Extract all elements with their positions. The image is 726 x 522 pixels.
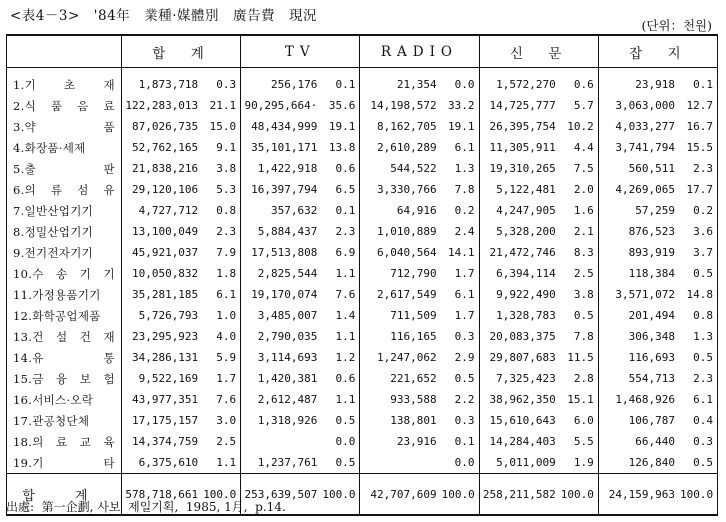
- newspaper-percent: 7.8: [558, 326, 598, 347]
- total-percent: 0.3: [200, 68, 240, 96]
- table-row: [7, 347, 718, 368]
- radio-value: 42,707,609: [360, 474, 439, 516]
- total-value: 1,873,718: [138, 78, 199, 91]
- table-row: [7, 116, 718, 137]
- row-name: 17.관공청단체: [7, 410, 122, 431]
- radio-value: 2,617,549: [376, 288, 437, 301]
- magazine-value: 893,919: [628, 246, 675, 259]
- radio-percent: 0.2: [439, 200, 479, 221]
- tv-value: 48,434,999: [251, 120, 318, 133]
- total-percent: 3.0: [200, 410, 240, 431]
- magazine-value: 66,440: [635, 435, 675, 448]
- total-value: 34,286,131: [131, 351, 199, 364]
- radio-value: 116,165: [390, 330, 437, 343]
- newspaper-value: 7,325,423: [496, 372, 556, 385]
- tv-percent: 1.1: [319, 389, 359, 410]
- newspaper-value: 258,211,582: [479, 474, 558, 516]
- newspaper-percent: 11.5: [558, 347, 598, 368]
- tv-value: 90,295,664·: [244, 99, 318, 112]
- tv-percent: 1.1: [319, 263, 359, 284]
- newspaper-value: 9,922,490: [496, 288, 556, 301]
- table-row: [7, 158, 718, 179]
- total-value: 45,921,037: [131, 246, 199, 259]
- tv-value: 357,632: [271, 204, 318, 217]
- magazine-percent: 100.0: [677, 474, 718, 516]
- total-percent: 2.5: [200, 431, 240, 452]
- magazine-value: 4,269,065: [615, 183, 675, 196]
- tv-percent: 1.4: [319, 305, 359, 326]
- magazine-value: 116,693: [628, 351, 675, 364]
- radio-percent: 2.4: [439, 221, 479, 242]
- row-name: 12.화학공업제품: [7, 305, 122, 326]
- ad-expenditure-table: [6, 34, 718, 516]
- newspaper-percent: 0.5: [558, 305, 598, 326]
- tv-percent: 7.6: [319, 284, 359, 305]
- tv-percent: 6.5: [319, 179, 359, 200]
- radio-value: 3,330,766: [376, 183, 437, 196]
- radio-value: 933,588: [390, 393, 437, 406]
- table-row: [7, 431, 718, 452]
- total-value: 21,838,216: [131, 162, 199, 175]
- magazine-percent: 2.3: [677, 368, 718, 389]
- tv-value: 19,170,074: [251, 288, 318, 301]
- radio-percent: 1.3: [439, 158, 479, 179]
- newspaper-value: 15,610,643: [489, 414, 556, 427]
- magazine-value: 3,741,794: [615, 141, 675, 154]
- newspaper-value: 5,011,009: [496, 456, 556, 469]
- magazine-value: 3,571,072: [615, 288, 675, 301]
- magazine-percent: 1.3: [677, 326, 718, 347]
- radio-value: 1,247,062: [376, 351, 437, 364]
- row-name: 2.식 품 음 료: [7, 95, 122, 116]
- radio-value: 21,354: [396, 78, 437, 91]
- magazine-value: 57,259: [635, 204, 675, 217]
- tv-percent: 1.1: [319, 326, 359, 347]
- table-row: [7, 95, 718, 116]
- tv-value: 2,825,544: [257, 267, 318, 280]
- tv-value: 1,318,926: [257, 414, 318, 427]
- total-percent: 15.0: [200, 116, 240, 137]
- radio-percent: 100.0: [439, 474, 479, 516]
- row-name: 1.기 초 재: [7, 68, 122, 96]
- magazine-percent: 0.8: [677, 305, 718, 326]
- magazine-percent: 6.1: [677, 389, 718, 410]
- newspaper-percent: 100.0: [558, 474, 598, 516]
- tv-value: [241, 431, 320, 452]
- total-value: 35,281,185: [131, 288, 199, 301]
- newspaper-value: 14,725,777: [489, 99, 556, 112]
- total-percent: 2.3: [200, 221, 240, 242]
- newspaper-value: 19,310,265: [489, 162, 556, 175]
- newspaper-percent: 1.6: [558, 200, 598, 221]
- magazine-percent: 0.1: [677, 68, 718, 96]
- header-tv: TV: [241, 35, 360, 68]
- total-value: 14,374,759: [131, 435, 199, 448]
- tv-percent: 35.6: [319, 95, 359, 116]
- radio-value: 712,790: [390, 267, 437, 280]
- row-name: 합 계: [7, 474, 122, 516]
- table-row: [7, 179, 718, 200]
- table-row: [7, 263, 718, 284]
- row-name: 5.출 판: [7, 158, 122, 179]
- row-name: 7.일반산업기기: [7, 200, 122, 221]
- magazine-value: 306,348: [628, 330, 675, 343]
- radio-value: [360, 452, 439, 474]
- radio-percent: 1.7: [439, 305, 479, 326]
- magazine-value: 24,159,963: [598, 474, 677, 516]
- tv-percent: 0.6: [319, 158, 359, 179]
- table-row: [7, 242, 718, 263]
- tv-value: 2,790,035: [257, 330, 318, 343]
- tv-percent: 0.1: [319, 200, 359, 221]
- magazine-percent: 0.4: [677, 410, 718, 431]
- total-percent: 21.1: [200, 95, 240, 116]
- tv-percent: 0.1: [319, 68, 359, 96]
- newspaper-percent: 15.1: [558, 389, 598, 410]
- tv-percent: 100.0: [319, 474, 359, 516]
- newspaper-value: 1,328,783: [496, 309, 556, 322]
- magazine-value: 876,523: [628, 225, 675, 238]
- newspaper-percent: 4.4: [558, 137, 598, 158]
- row-name: 9.전기전자기기: [7, 242, 122, 263]
- magazine-percent: 2.3: [677, 158, 718, 179]
- tv-value: 3,114,693: [257, 351, 318, 364]
- newspaper-value: 5,122,481: [496, 183, 556, 196]
- row-name: 11.가정용품기기: [7, 284, 122, 305]
- radio-value: 23,916: [396, 435, 437, 448]
- row-name: 14.유 통: [7, 347, 122, 368]
- header-blank: [7, 35, 122, 68]
- magazine-value: 4,033,277: [615, 120, 675, 133]
- total-value: 23,295,923: [131, 330, 199, 343]
- radio-percent: 33.2: [439, 95, 479, 116]
- row-name: 15.금 융 보 험: [7, 368, 122, 389]
- radio-percent: 19.1: [439, 116, 479, 137]
- newspaper-value: 6,394,114: [496, 267, 556, 280]
- radio-percent: 2.2: [439, 389, 479, 410]
- table-row: [7, 326, 718, 347]
- newspaper-percent: 2.1: [558, 221, 598, 242]
- tv-value: 2,612,487: [257, 393, 318, 406]
- magazine-percent: 0.5: [677, 452, 718, 474]
- newspaper-percent: 2.5: [558, 263, 598, 284]
- magazine-percent: 12.7: [677, 95, 718, 116]
- magazine-percent: 0.5: [677, 263, 718, 284]
- tv-percent: 0.5: [319, 452, 359, 474]
- total-percent: 4.0: [200, 326, 240, 347]
- row-name: 3.약 품: [7, 116, 122, 137]
- newspaper-value: 21,472,746: [489, 246, 556, 259]
- table-row: [7, 389, 718, 410]
- newspaper-percent: 8.3: [558, 242, 598, 263]
- magazine-percent: 0.5: [677, 347, 718, 368]
- tv-percent: 6.9: [319, 242, 359, 263]
- radio-value: 1,010,889: [376, 225, 437, 238]
- newspaper-percent: 7.5: [558, 158, 598, 179]
- total-percent: 5.3: [200, 179, 240, 200]
- total-value: 13,100,049: [131, 225, 199, 238]
- total-percent: 1.0: [200, 305, 240, 326]
- table-row: [7, 137, 718, 158]
- magazine-percent: 17.7: [677, 179, 718, 200]
- total-value: 52,762,165: [131, 141, 199, 154]
- radio-value: 64,916: [396, 204, 437, 217]
- radio-value: 6,040,564: [376, 246, 437, 259]
- radio-value: 138,801: [390, 414, 437, 427]
- total-percent: 6.1: [200, 284, 240, 305]
- radio-value: 711,509: [390, 309, 437, 322]
- total-value: 10,050,832: [131, 267, 199, 280]
- total-value: 4,727,712: [138, 204, 199, 217]
- newspaper-value: 11,305,911: [489, 141, 556, 154]
- radio-value: 544,522: [390, 162, 437, 175]
- row-name: 16.서비스·오락: [7, 389, 122, 410]
- table-row: [7, 284, 718, 305]
- total-percent: 1.1: [200, 452, 240, 474]
- magazine-percent: 3.6: [677, 221, 718, 242]
- magazine-value: 126,840: [628, 456, 675, 469]
- total-percent: 3.8: [200, 158, 240, 179]
- tv-value: 1,422,918: [257, 162, 318, 175]
- header-newspaper: 신 문: [479, 35, 598, 68]
- magazine-value: 3,063,000: [615, 99, 675, 112]
- radio-percent: 14.1: [439, 242, 479, 263]
- newspaper-value: 14,284,403: [489, 435, 556, 448]
- radio-percent: 0.0: [439, 68, 479, 96]
- row-name: 10.수 송 기 기: [7, 263, 122, 284]
- newspaper-value: 38,962,350: [489, 393, 556, 406]
- newspaper-percent: 1.9: [558, 452, 598, 474]
- magazine-value: 23,918: [635, 78, 675, 91]
- magazine-value: 201,494: [628, 309, 675, 322]
- radio-percent: 0.3: [439, 326, 479, 347]
- newspaper-percent: 6.0: [558, 410, 598, 431]
- tv-value: 3,485,007: [257, 309, 318, 322]
- row-name: 8.정밀산업기기: [7, 221, 122, 242]
- tv-percent: 0.0: [319, 431, 359, 452]
- radio-percent: 0.3: [439, 410, 479, 431]
- newspaper-value: 4,247,905: [496, 204, 556, 217]
- total-value: 29,120,106: [131, 183, 199, 196]
- header-magazine: 잡 지: [598, 35, 717, 68]
- magazine-value: 118,384: [628, 267, 675, 280]
- total-percent: 1.8: [200, 263, 240, 284]
- radio-percent: 0.1: [439, 431, 479, 452]
- header-radio: RADIO: [360, 35, 479, 68]
- total-percent: 9.1: [200, 137, 240, 158]
- total-value: 9,522,169: [138, 372, 199, 385]
- radio-value: 2,610,289: [376, 141, 437, 154]
- tv-value: 35,101,171: [251, 141, 318, 154]
- newspaper-value: 29,807,683: [489, 351, 556, 364]
- total-value: 122,283,013: [125, 99, 199, 112]
- total-value: 43,977,351: [131, 393, 199, 406]
- table-row: [7, 200, 718, 221]
- newspaper-value: 20,083,375: [489, 330, 556, 343]
- total-value: 578,718,661: [121, 474, 200, 516]
- newspaper-percent: 0.6: [558, 68, 598, 96]
- tv-value: 1,237,761: [257, 456, 318, 469]
- radio-value: 221,652: [390, 372, 437, 385]
- newspaper-percent: 3.8: [558, 284, 598, 305]
- unit-label: (단위：천원): [641, 18, 712, 33]
- tv-percent: 2.3: [319, 221, 359, 242]
- tv-percent: 1.2: [319, 347, 359, 368]
- newspaper-percent: 2.8: [558, 368, 598, 389]
- magazine-percent: 0.2: [677, 200, 718, 221]
- magazine-value: 560,511: [628, 162, 675, 175]
- row-name: 4.화장품·세제: [7, 137, 122, 158]
- tv-value: 253,639,507: [241, 474, 320, 516]
- tv-percent: 0.5: [319, 410, 359, 431]
- magazine-value: 1,468,926: [615, 393, 675, 406]
- radio-percent: 0.0: [439, 452, 479, 474]
- total-percent: 0.8: [200, 200, 240, 221]
- newspaper-percent: 5.5: [558, 431, 598, 452]
- tv-value: 1,420,381: [257, 372, 318, 385]
- row-name: 13.건 설 건 재: [7, 326, 122, 347]
- row-name: 6.의 류 섬 유: [7, 179, 122, 200]
- header-row: [7, 35, 718, 68]
- radio-percent: 7.8: [439, 179, 479, 200]
- newspaper-percent: 5.7: [558, 95, 598, 116]
- total-percent: 5.9: [200, 347, 240, 368]
- radio-value: 8,162,705: [376, 120, 437, 133]
- source-note: 出處: 第一企劃, 사보 제일기획, 1985, 1月, p.14.: [6, 500, 286, 514]
- table-row: [7, 68, 718, 96]
- magazine-value: 106,787: [628, 414, 675, 427]
- total-percent: 7.6: [200, 389, 240, 410]
- tv-percent: 0.6: [319, 368, 359, 389]
- newspaper-value: 5,328,200: [496, 225, 556, 238]
- total-percent: 1.7: [200, 368, 240, 389]
- tv-value: 256,176: [271, 78, 318, 91]
- table-row: [7, 452, 718, 474]
- radio-percent: 2.9: [439, 347, 479, 368]
- total-value: 17,175,157: [131, 414, 199, 427]
- tv-value: 5,884,437: [257, 225, 318, 238]
- newspaper-value: 1,572,270: [496, 78, 556, 91]
- table-row: [7, 368, 718, 389]
- table-title: <表4－3> '84年 業種·媒體別 廣告費 現況: [10, 8, 317, 24]
- total-value: 87,026,735: [131, 120, 199, 133]
- radio-percent: 6.1: [439, 284, 479, 305]
- magazine-value: 554,713: [628, 372, 675, 385]
- magazine-percent: 0.3: [677, 431, 718, 452]
- tv-value: 17,513,808: [251, 246, 318, 259]
- magazine-percent: 3.7: [677, 242, 718, 263]
- newspaper-percent: 2.0: [558, 179, 598, 200]
- radio-value: 14,198,572: [370, 99, 437, 112]
- radio-percent: 1.7: [439, 263, 479, 284]
- row-name: 18.의 료 교 육: [7, 431, 122, 452]
- table-row: [7, 410, 718, 431]
- tv-percent: 13.8: [319, 137, 359, 158]
- table-row: [7, 221, 718, 242]
- newspaper-percent: 10.2: [558, 116, 598, 137]
- header-total: 합 계: [121, 35, 240, 68]
- tv-value: 16,397,794: [251, 183, 318, 196]
- row-name: 19.기 타: [7, 452, 122, 474]
- total-percent: 100.0: [200, 474, 240, 516]
- table-row: [7, 305, 718, 326]
- total-percent: 7.9: [200, 242, 240, 263]
- newspaper-value: 26,395,754: [489, 120, 556, 133]
- magazine-percent: 15.5: [677, 137, 718, 158]
- radio-percent: 6.1: [439, 137, 479, 158]
- tv-percent: 19.1: [319, 116, 359, 137]
- total-value: 5,726,793: [138, 309, 199, 322]
- magazine-percent: 16.7: [677, 116, 718, 137]
- total-value: 6,375,610: [138, 456, 199, 469]
- magazine-percent: 14.8: [677, 284, 718, 305]
- radio-percent: 0.5: [439, 368, 479, 389]
